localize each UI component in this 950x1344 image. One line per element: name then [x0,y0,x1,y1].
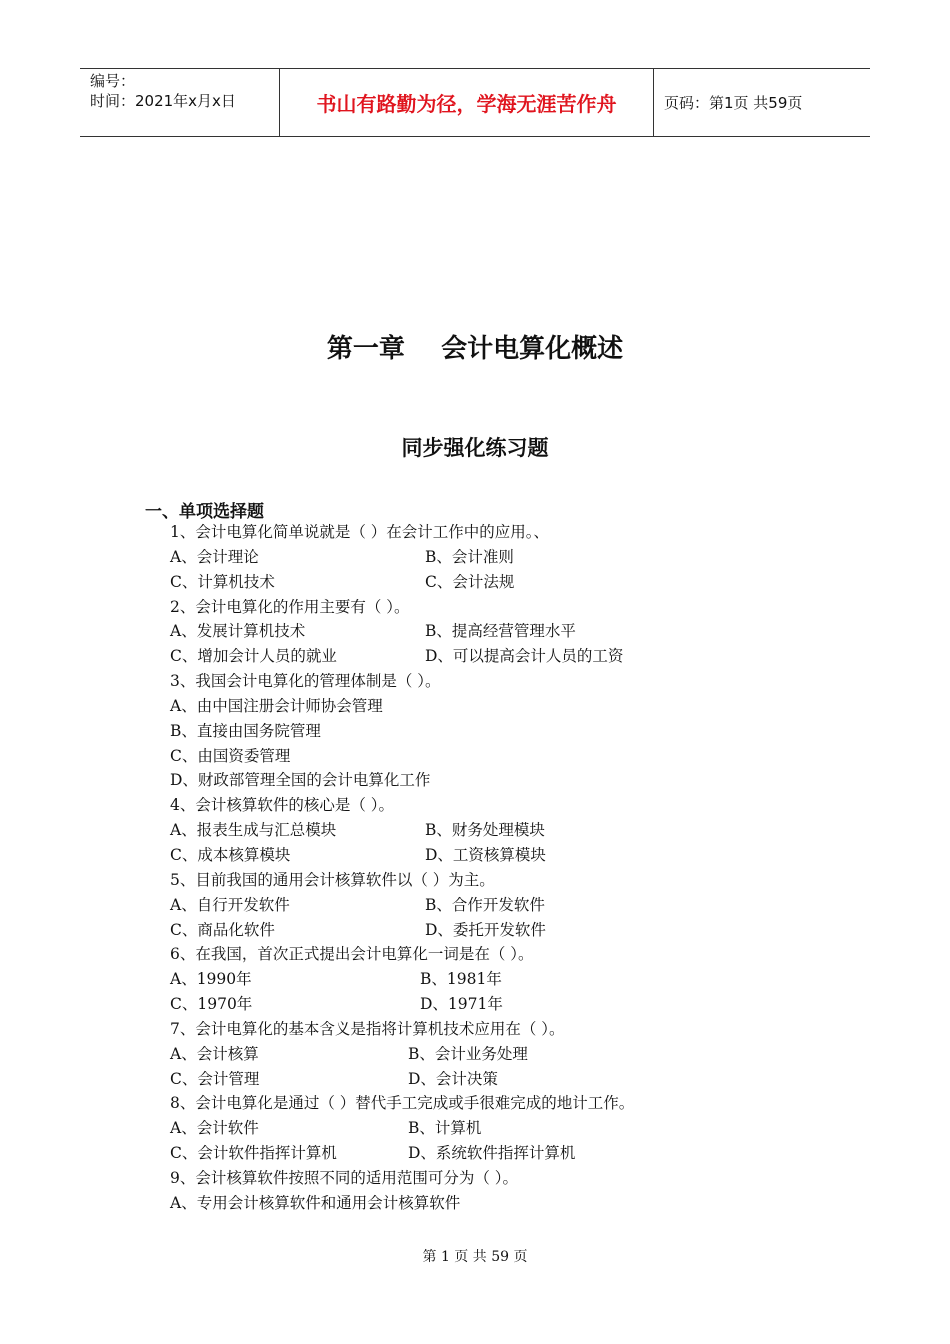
option-text: D、会计决策 [408,1069,498,1088]
time-label: 时间：2021年x月x日 [90,92,236,110]
question-line [170,942,870,967]
line-text: 3、我国会计电算化的管理体制是（ ）。 [170,672,441,691]
option-text: B、会计业务处理 [408,1044,528,1063]
line-text: C、增加会计人员的就业 [170,647,337,666]
option-text: D、可以提高会计人员的工资 [425,647,624,666]
line-text: A、会计软件 [170,1119,259,1138]
question-line [170,768,870,793]
page-footer: 第 1 页 共 59 页 [422,1249,528,1265]
chapter-title: 第一章 会计电算化概述 [326,334,624,364]
line-text: C、会计软件指挥计算机 [170,1144,337,1163]
line-text: C、会计管理 [170,1069,260,1088]
section-title: 一、单项选择题 [145,502,264,522]
line-text: A、1990年 [170,970,252,989]
question-line [170,1067,870,1092]
question-line [170,595,870,620]
question-line [170,694,870,719]
question-line [170,669,870,694]
option-text: C、会计法规 [425,572,515,591]
question-line [170,520,870,545]
line-text: C、成本核算模块 [170,845,291,864]
line-text: 2、会计电算化的作用主要有（ ）。 [170,597,410,616]
question-line [170,1042,870,1067]
option-text: D、工资核算模块 [425,845,546,864]
line-text: D、财政部管理全国的会计电算化工作 [170,771,431,790]
question-line [170,843,870,868]
line-text: C、1970年 [170,995,253,1014]
question-line [170,644,870,669]
question-line [170,992,870,1017]
question-line [170,1017,870,1042]
header-page-info: 页码：第1页 共59页 [664,94,803,112]
question-line [170,818,870,843]
header-motto: 书山有路勤为径，学海无涯苦作舟 [280,69,654,136]
page-header [80,68,870,137]
line-text: A、会计理论 [170,547,259,566]
line-text: B、直接由国务院管理 [170,721,321,740]
line-text: A、会计核算 [170,1044,259,1063]
line-text: A、自行开发软件 [170,895,290,914]
option-text: B、财务处理模块 [425,821,545,840]
question-line [170,1116,870,1141]
line-text: 6、在我国，首次正式提出会计电算化一词是在（ ）。 [170,945,534,964]
question-line [170,719,870,744]
line-text: C、商品化软件 [170,920,275,939]
option-text: B、合作开发软件 [425,895,545,914]
header-meta [80,69,280,136]
option-text: B、提高经营管理水平 [425,622,576,641]
option-text: D、1971年 [420,995,503,1014]
line-text: 9、会计核算软件按照不同的适用范围可分为（ ）。 [170,1168,519,1187]
line-text: C、计算机技术 [170,572,275,591]
line-text: 4、会计核算软件的核心是（ ）。 [170,796,395,815]
line-text: A、由中国注册会计师协会管理 [170,696,383,715]
option-text: D、委托开发软件 [425,920,546,939]
option-text: B、计算机 [408,1119,482,1138]
number-label: 编号： [90,72,136,90]
line-text: 8、会计电算化是通过（ ）替代手工完成或手很难完成的地计工作。 [170,1094,635,1113]
question-line [170,868,870,893]
option-text: B、会计准则 [425,547,514,566]
question-line [170,619,870,644]
question-line [170,1191,870,1216]
question-line [170,744,870,769]
option-text: B、1981年 [420,970,502,989]
exercise-subtitle: 同步强化练习题 [401,436,549,460]
question-line [170,967,870,992]
line-text: A、发展计算机技术 [170,622,306,641]
line-text: 5、目前我国的通用会计核算软件以（ ）为主。 [170,870,495,889]
line-text: 7、会计电算化的基本含义是指将计算机技术应用在（ ）。 [170,1019,565,1038]
question-list [170,520,870,1216]
question-line [170,793,870,818]
line-text: 1、会计电算化简单说就是（ ）在会计工作中的应用。、 [170,523,550,541]
question-line [170,545,870,570]
line-text: C、由国资委管理 [170,746,291,765]
question-line [170,1091,870,1116]
question-line [170,1166,870,1191]
line-text: A、报表生成与汇总模块 [170,821,337,840]
option-text: D、系统软件指挥计算机 [408,1144,576,1163]
line-text: A、专用会计核算软件和通用会计核算软件 [170,1193,461,1212]
question-line [170,918,870,943]
question-line [170,893,870,918]
question-line [170,570,870,595]
question-line [170,1141,870,1166]
